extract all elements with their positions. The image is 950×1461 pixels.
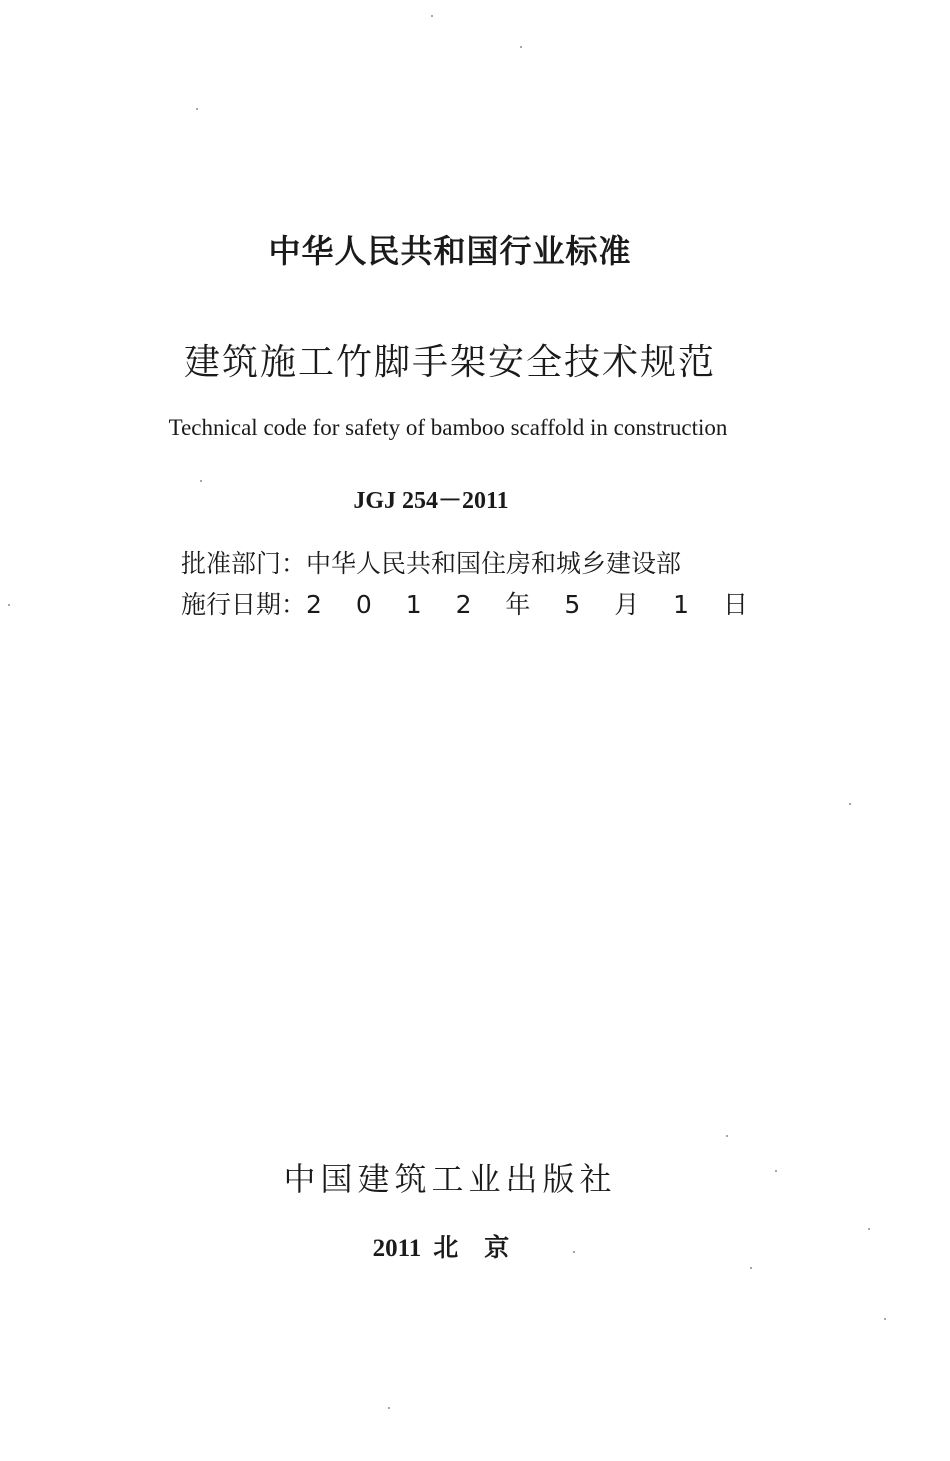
publisher-name: 中国建筑工业出版社 — [283, 1160, 617, 1198]
scan-speck — [726, 1135, 728, 1137]
scan-speck — [431, 15, 433, 17]
document-title-english: Technical code for safety of bamboo scaffold in construction — [168, 415, 728, 440]
effective-date-label: 施行日期： — [181, 590, 307, 619]
scan-speck — [868, 1228, 870, 1230]
publication-year: 2011 — [372, 1235, 422, 1262]
scan-speck — [388, 1407, 390, 1409]
scan-speck — [849, 803, 851, 805]
scan-speck — [196, 108, 198, 110]
approval-department-label: 批准部门： — [181, 549, 307, 578]
approval-department-value: 中华人民共和国住房和城乡建设部 — [306, 549, 682, 578]
scan-speck — [884, 1318, 886, 1320]
scan-speck — [520, 46, 522, 48]
document-title-chinese: 建筑施工竹脚手架安全技术规范 — [183, 342, 716, 383]
scan-speck — [775, 1170, 777, 1172]
standard-number: JGJ 254－2011 — [353, 488, 509, 514]
scan-speck — [573, 1251, 575, 1253]
scan-speck — [750, 1267, 752, 1269]
approval-department-row — [181, 544, 681, 580]
publication-info — [0, 1228, 908, 1264]
publication-city: 北京 — [433, 1235, 536, 1262]
scan-speck — [8, 604, 10, 606]
scan-speck — [200, 480, 202, 482]
standard-type-heading: 中华人民共和国行业标准 — [268, 232, 632, 270]
effective-date-value: 2 0 1 2 年 5 月 1 日 — [306, 590, 762, 619]
effective-date-row — [181, 585, 761, 621]
